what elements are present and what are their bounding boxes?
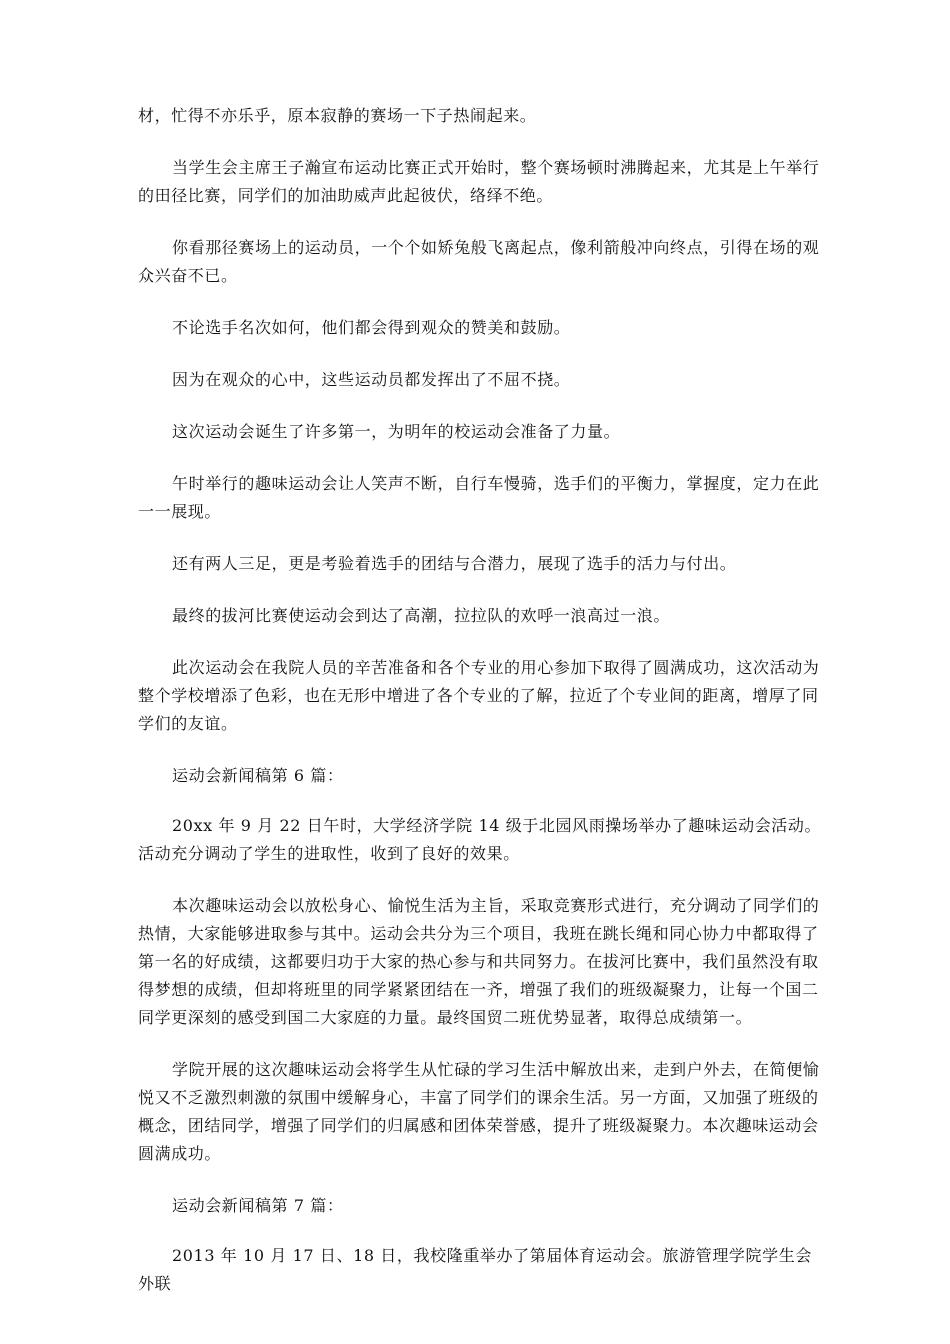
paragraph: 最终的拔河比赛使运动会到达了高潮，拉拉队的欢呼一浪高过一浪。 <box>172 606 671 625</box>
paragraph: 学院开展的这次趣味运动会将学生从忙碌的学习生活中解放出来，走到户外去，在简便愉悦又不乏激烈刺激的氛围中缓解身心，丰富了同学们的课余生活。另一方面，又加强了班级的概念，团结同学，增强了同学们的归属感和团体荣誉感，提升了班级凝聚力。本次趣味运动会圆满成功。 <box>138 1060 820 1163</box>
section-heading-7: 运动会新闻稿第 7 篇： <box>172 1196 344 1215</box>
paragraph: 本次趣味运动会以放松身心、愉悦生活为主旨，采取竞赛形式进行，充分调动了同学们的热情，大家能够进取参与其中。运动会共分为三个项目，我班在跳长绳和同心协力中都取得了第一名的好成绩，这都要归功于大家的热心参与和共同努力。在拔河比赛中，我们虽然没有取得梦想的成绩，但却将班里的同学紧紧团结在一齐，增强了我们的班级凝聚力，让每一个国二同学更深刻的感受到国二大家庭的力量。最终国贸二班优势显著，取得总成绩第一。 <box>138 896 820 1027</box>
paragraph: 不论选手名次如何，他们都会得到观众的赞美和鼓励。 <box>172 318 571 337</box>
paragraph: 20xx 年 9 月 22 日午时，大学经济学院 14 级于北园风雨操场举办了趣味运动会活动。活动充分调动了学生的进取性，收到了良好的效果。 <box>138 816 822 863</box>
paragraph: 你看那径赛场上的运动员，一个个如矫兔般飞离起点，像利箭般冲向终点，引得在场的观众兴奋不已。 <box>138 238 820 285</box>
paragraph: 当学生会主席王子瀚宣布运动比赛正式开始时，整个赛场顿时沸腾起来，尤其是上午举行的田径比赛，同学们的加油助威声此起彼伏，络绎不绝。 <box>138 158 820 205</box>
paragraph-continuation: 材，忙得不亦乐乎，原本寂静的赛场一下子热闹起来。 <box>138 106 537 125</box>
paragraph: 还有两人三足，更是考验着选手的团结与合潜力，展现了选手的活力与付出。 <box>172 554 737 573</box>
section-heading-6: 运动会新闻稿第 6 篇： <box>172 766 344 785</box>
paragraph: 这次运动会诞生了许多第一，为明年的校运动会准备了力量。 <box>172 422 621 441</box>
paragraph: 2013 年 10 月 17 日、18 日，我校隆重举办了第届体育运动会。旅游管理学院学生会外联 <box>138 1246 812 1293</box>
document-body <box>138 102 824 1322</box>
paragraph: 此次运动会在我院人员的辛苦准备和各个专业的用心参加下取得了圆满成功，这次活动为整个学校增添了色彩，也在无形中增进了各个专业的了解，拉近了个专业间的距离，增厚了同学们的友谊。 <box>138 658 820 733</box>
paragraph: 因为在观众的心中，这些运动员都发挥出了不屈不挠。 <box>172 370 571 389</box>
paragraph: 午时举行的趣味运动会让人笑声不断，自行车慢骑，选手们的平衡力，掌握度，定力在此一一展现。 <box>138 474 820 521</box>
